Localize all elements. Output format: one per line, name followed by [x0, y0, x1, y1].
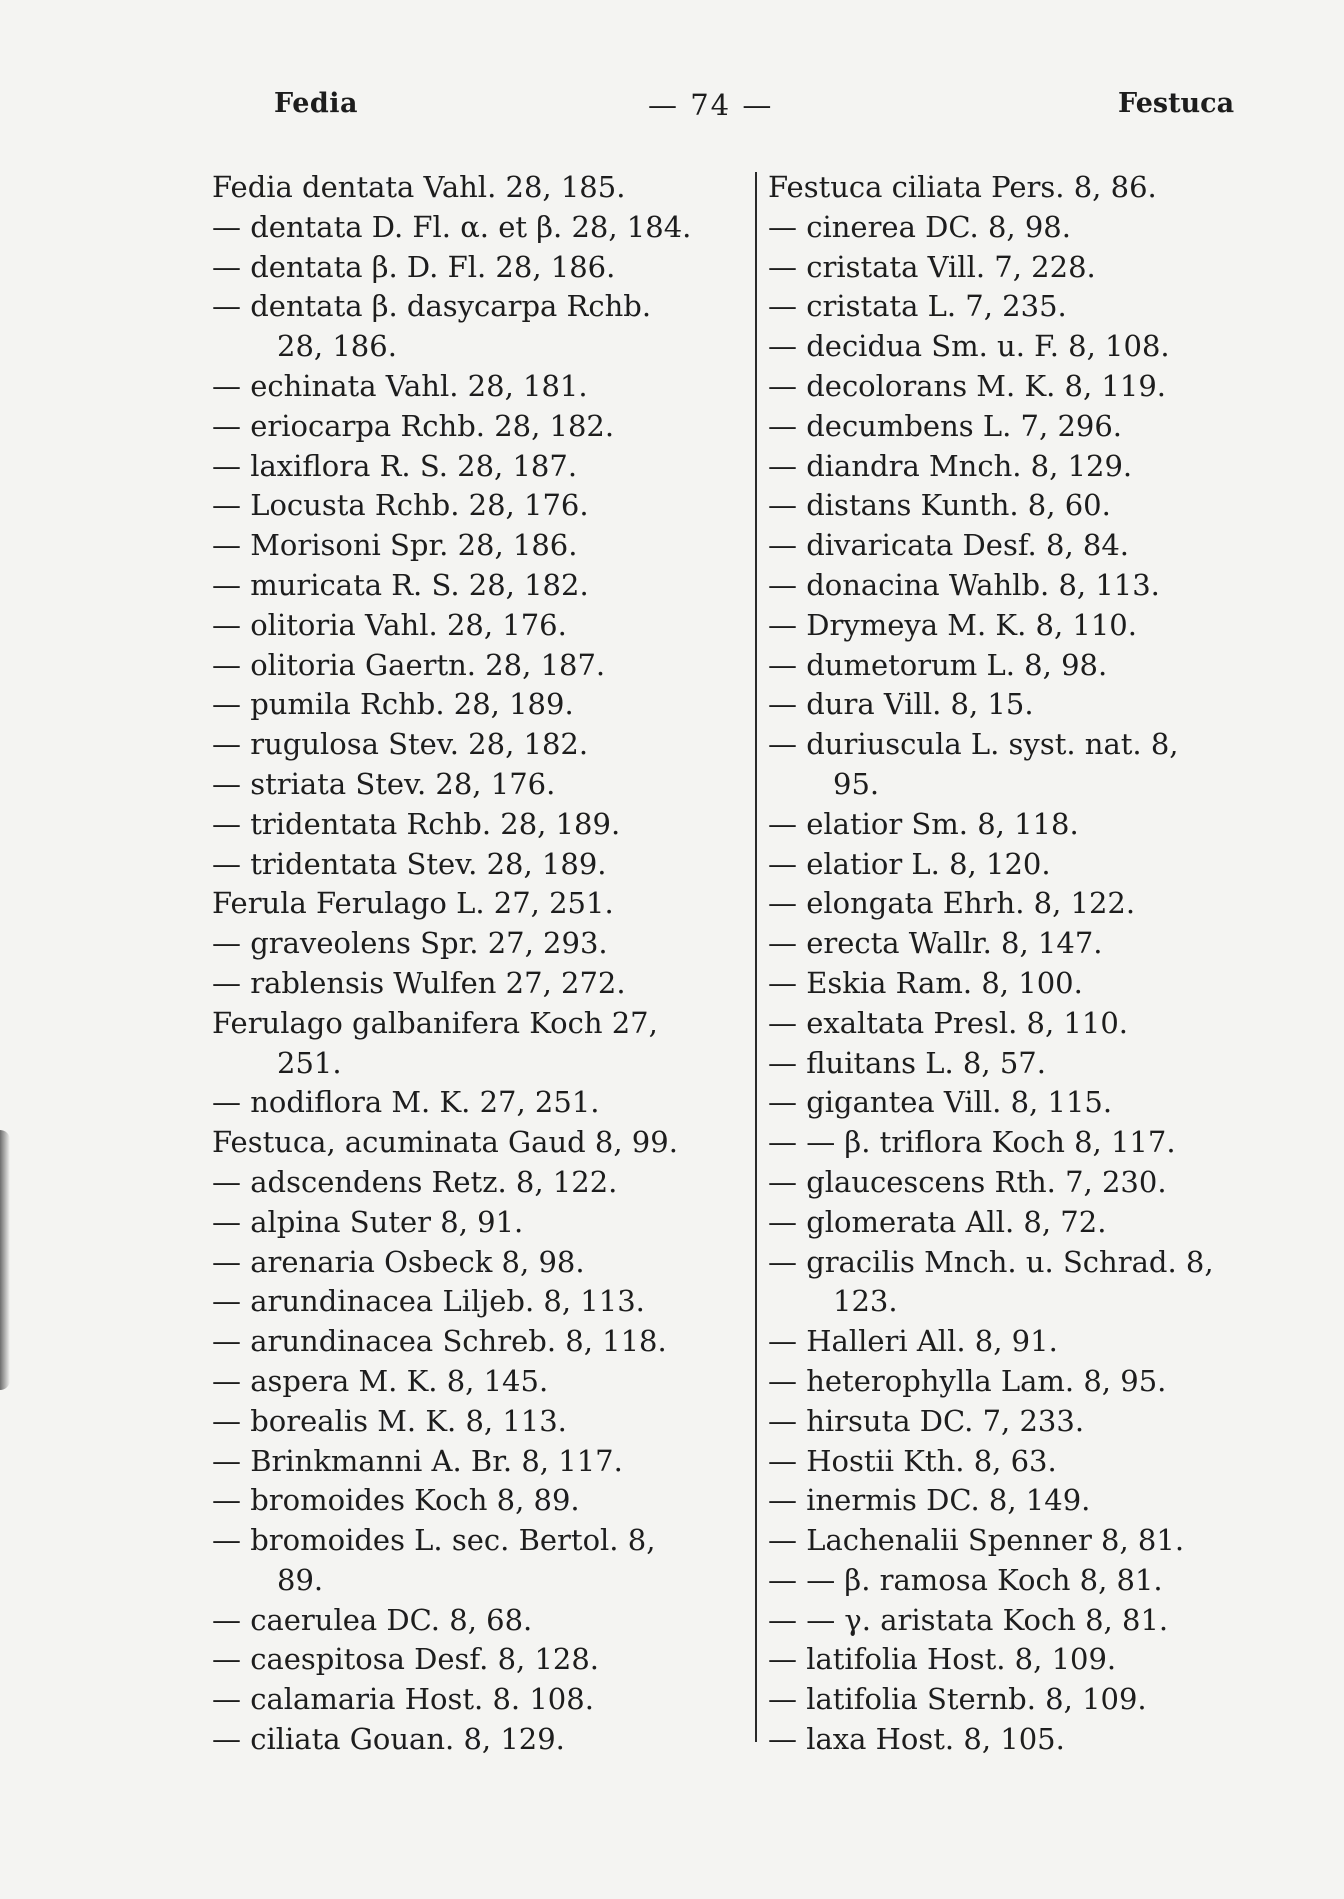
index-entry: — muricata R. S. 28, 182. — [212, 567, 589, 602]
index-entry: — Drymeya M. K. 8, 110. — [768, 607, 1137, 642]
index-entry: — rablensis Wulfen 27, 272. — [212, 965, 626, 1000]
index-entry: — borealis M. K. 8, 113. — [212, 1403, 567, 1438]
index-entry: — dentata β. dasycarpa Rchb. — [212, 289, 652, 324]
index-entry: — gigantea Vill. 8, 115. — [768, 1085, 1113, 1120]
index-entry: — elatior L. 8, 120. — [768, 846, 1051, 881]
index-entry: — aspera M. K. 8, 145. — [212, 1363, 549, 1398]
page-edge-shadow — [0, 1130, 10, 1390]
index-entry: — laxiflora R. S. 28, 187. — [212, 448, 578, 483]
index-entry: — latifolia Host. 8, 109. — [768, 1642, 1117, 1677]
index-entry: — distans Kunth. 8, 60. — [768, 488, 1111, 523]
index-entry: — tridentata Stev. 28, 189. — [212, 846, 607, 881]
index-entry: — Locusta Rchb. 28, 176. — [212, 488, 589, 523]
index-entry: — graveolens Spr. 27, 293. — [212, 926, 608, 961]
page-number: — 74 — — [648, 88, 774, 122]
index-entry-continuation: 28, 186. — [277, 329, 397, 364]
index-entry: — heterophylla Lam. 8, 95. — [768, 1363, 1167, 1398]
index-entry: — bromoides L. sec. Bertol. 8, — [212, 1523, 656, 1558]
index-entry: — Lachenalii Spenner 8, 81. — [768, 1523, 1185, 1558]
running-head — [0, 88, 1344, 128]
index-entry: — calamaria Host. 8. 108. — [212, 1682, 594, 1717]
index-entry: — — γ. aristata Koch 8, 81. — [768, 1602, 1169, 1637]
index-entry: — duriuscula L. syst. nat. 8, — [768, 727, 1179, 762]
index-entry: — glomerata All. 8, 72. — [768, 1204, 1107, 1239]
index-entry: — caerulea DC. 8, 68. — [212, 1602, 533, 1637]
index-entry: — cristata Vill. 7, 228. — [768, 249, 1096, 284]
index-entry-continuation: 95. — [833, 766, 880, 801]
index-entry: Festuca ciliata Pers. 8, 86. — [768, 170, 1157, 204]
index-column-right — [768, 168, 1328, 1760]
index-entry: — glaucescens Rth. 7, 230. — [768, 1164, 1167, 1199]
index-entry: — erecta Wallr. 8, 147. — [768, 926, 1103, 961]
index-entry: — dura Vill. 8, 15. — [768, 687, 1034, 722]
index-entry-continuation: 251. — [277, 1045, 342, 1080]
header-right-catchword: Festuca — [1118, 88, 1235, 119]
index-entry: — olitoria Gaertn. 28, 187. — [212, 647, 606, 682]
index-entry: Fedia dentata Vahl. 28, 185. — [212, 170, 626, 204]
index-entry: — — β. triflora Koch 8, 117. — [768, 1125, 1176, 1160]
index-entry: — alpina Suter 8, 91. — [212, 1204, 524, 1239]
index-entry: — nodiflora M. K. 27, 251. — [212, 1085, 600, 1120]
index-entry: — decolorans M. K. 8, 119. — [768, 368, 1166, 403]
index-entry: — adscendens Retz. 8, 122. — [212, 1164, 618, 1199]
index-entry: — inermis DC. 8, 149. — [768, 1483, 1091, 1518]
index-entry: Ferula Ferulago L. 27, 251. — [212, 886, 614, 921]
index-entry: — divaricata Desf. 8, 84. — [768, 528, 1129, 563]
index-entry: — echinata Vahl. 28, 181. — [212, 368, 588, 403]
index-entry: — decidua Sm. u. F. 8, 108. — [768, 329, 1170, 364]
index-entry: — dentata β. D. Fl. 28, 186. — [212, 249, 616, 284]
index-entry: — cinerea DC. 8, 98. — [768, 209, 1071, 244]
index-entry: — olitoria Vahl. 28, 176. — [212, 607, 567, 642]
index-entry: — Morisoni Spr. 28, 186. — [212, 528, 578, 563]
index-entry: — striata Stev. 28, 176. — [212, 766, 556, 801]
column-divider — [755, 172, 757, 1742]
index-entry: — Brinkmanni A. Br. 8, 117. — [212, 1443, 623, 1478]
index-entry: — dumetorum L. 8, 98. — [768, 647, 1108, 682]
index-entry: — bromoides Koch 8, 89. — [212, 1483, 580, 1518]
index-entry-continuation: 89. — [277, 1562, 324, 1597]
index-entry: — tridentata Rchb. 28, 189. — [212, 806, 621, 841]
index-entry: — — β. ramosa Koch 8, 81. — [768, 1562, 1163, 1597]
index-entry: — elatior Sm. 8, 118. — [768, 806, 1079, 841]
index-entry: — Hostii Kth. 8, 63. — [768, 1443, 1057, 1478]
index-entry: — diandra Mnch. 8, 129. — [768, 448, 1133, 483]
index-entry: — Eskia Ram. 8, 100. — [768, 965, 1083, 1000]
index-entry: — donacina Wahlb. 8, 113. — [768, 567, 1160, 602]
index-entry: — elongata Ehrh. 8, 122. — [768, 886, 1136, 921]
index-entry: — rugulosa Stev. 28, 182. — [212, 727, 589, 762]
index-entry: — eriocarpa Rchb. 28, 182. — [212, 408, 615, 443]
index-entry: — cristata L. 7, 235. — [768, 289, 1067, 324]
index-entry: — Halleri All. 8, 91. — [768, 1324, 1058, 1359]
index-column-left — [212, 168, 752, 1760]
index-entry: — pumila Rchb. 28, 189. — [212, 687, 574, 722]
index-entry: — fluitans L. 8, 57. — [768, 1045, 1046, 1080]
index-entry: — ciliata Gouan. 8, 129. — [212, 1722, 565, 1757]
index-entry: — exaltata Presl. 8, 110. — [768, 1005, 1128, 1040]
index-entry-continuation: 123. — [833, 1284, 898, 1319]
header-left-catchword: Fedia — [274, 88, 359, 119]
index-entry: — laxa Host. 8, 105. — [768, 1722, 1065, 1757]
index-entry: Ferulago galbanifera Koch 27, — [212, 1005, 658, 1040]
index-entry: — dentata D. Fl. α. et β. 28, 184. — [212, 209, 692, 244]
index-entry: — decumbens L. 7, 296. — [768, 408, 1123, 443]
index-entry: — caespitosa Desf. 8, 128. — [212, 1642, 600, 1677]
index-entry: — arenaria Osbeck 8, 98. — [212, 1244, 585, 1279]
index-entry: — arundinacea Schreb. 8, 118. — [212, 1324, 667, 1359]
index-entry: — gracilis Mnch. u. Schrad. 8, — [768, 1244, 1214, 1279]
index-entry: — hirsuta DC. 7, 233. — [768, 1403, 1085, 1438]
index-entry: Festuca, acuminata Gaud 8, 99. — [212, 1125, 678, 1160]
index-entry: — arundinacea Liljeb. 8, 113. — [212, 1284, 645, 1319]
index-entry: — latifolia Sternb. 8, 109. — [768, 1682, 1147, 1717]
